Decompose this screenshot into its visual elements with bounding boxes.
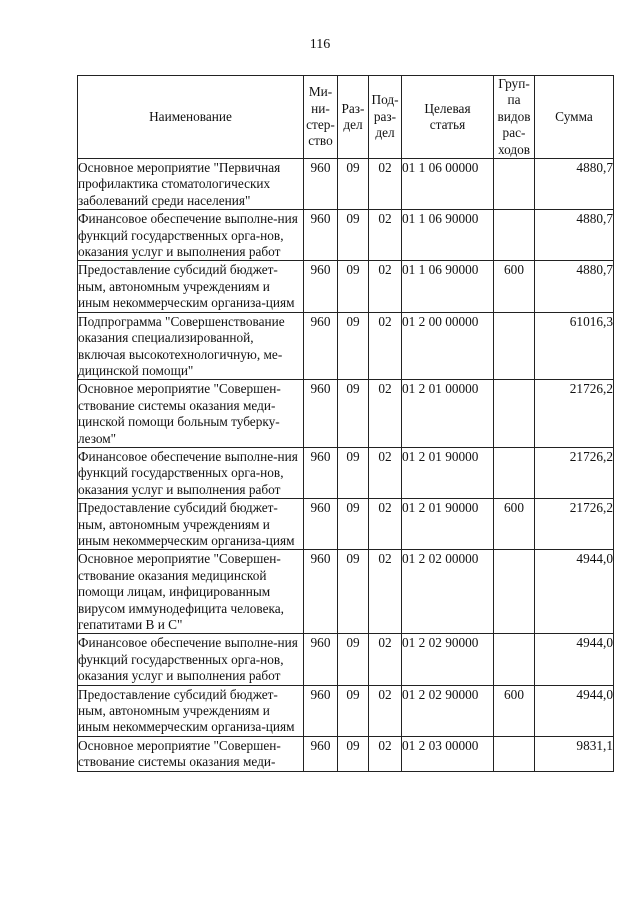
cell-group: 600 [494,685,535,736]
cell-sum: 21726,2 [535,499,614,550]
cell-name: Основное мероприятие "Совершен-ствование системы оказания меди- [78,736,304,771]
header-row [78,76,614,159]
cell-sum: 61016,3 [535,312,614,380]
cell-subsection: 02 [369,210,402,261]
cell-section: 09 [338,159,369,210]
cell-sum: 4944,0 [535,550,614,634]
table-body [78,159,614,772]
cell-name: Подпрограмма "Совершенствование оказания специализированной, включая высокотехнологичную, ме-дицинской помощи" [78,312,304,380]
header-name: Наименование [78,76,304,159]
cell-section: 09 [338,685,369,736]
cell-name: Предоставление субсидий бюджет-ным, автономным учреждениям и иным некоммерческим организа-циям [78,261,304,312]
cell-target: 01 2 01 90000 [402,499,494,550]
cell-target: 01 1 06 00000 [402,159,494,210]
header-ministry: Ми- ни- стер- ство [304,76,338,159]
table-row [78,312,614,380]
cell-sum: 21726,2 [535,447,614,498]
cell-sum: 4880,7 [535,210,614,261]
header-sum: Сумма [535,76,614,159]
cell-section: 09 [338,380,369,448]
cell-name: Основное мероприятие "Совершен-ствование системы оказания меди-цинской помощи больным туберку-лезом" [78,380,304,448]
table-row [78,261,614,312]
cell-sum: 4880,7 [535,159,614,210]
cell-ministry: 960 [304,312,338,380]
cell-ministry: 960 [304,685,338,736]
cell-name: Основное мероприятие "Первичная профилактика стоматологических заболеваний среди населения" [78,159,304,210]
cell-target: 01 2 01 00000 [402,380,494,448]
cell-target: 01 2 03 00000 [402,736,494,771]
cell-target: 01 2 00 00000 [402,312,494,380]
cell-sum: 4944,0 [535,634,614,685]
cell-subsection: 02 [369,550,402,634]
table-row [78,159,614,210]
table-row [78,736,614,771]
cell-ministry: 960 [304,447,338,498]
table-row [78,380,614,448]
cell-subsection: 02 [369,634,402,685]
header-group: Груп- па видов рас- ходов [494,76,535,159]
cell-ministry: 960 [304,210,338,261]
cell-ministry: 960 [304,380,338,448]
cell-subsection: 02 [369,312,402,380]
table-row [78,447,614,498]
cell-name: Финансовое обеспечение выполне-ния функций государственных орга-нов, оказания услуг и выполнения работ [78,210,304,261]
cell-subsection: 02 [369,447,402,498]
cell-ministry: 960 [304,159,338,210]
cell-subsection: 02 [369,499,402,550]
cell-target: 01 2 01 90000 [402,447,494,498]
header-target: Целевая статья [402,76,494,159]
cell-group [494,210,535,261]
cell-section: 09 [338,312,369,380]
cell-group: 600 [494,499,535,550]
cell-ministry: 960 [304,736,338,771]
cell-sum: 4880,7 [535,261,614,312]
cell-name: Основное мероприятие "Совершен-ствование оказания медицинской помощи лицам, инфицированным вирусом иммунодефицита человека, гепатитами В и С" [78,550,304,634]
cell-sum: 21726,2 [535,380,614,448]
cell-subsection: 02 [369,380,402,448]
cell-ministry: 960 [304,261,338,312]
cell-target: 01 1 06 90000 [402,261,494,312]
cell-name: Финансовое обеспечение выполне-ния функций государственных орга-нов, оказания услуг и выполнения работ [78,634,304,685]
cell-ministry: 960 [304,634,338,685]
cell-group [494,159,535,210]
cell-section: 09 [338,447,369,498]
cell-group [494,550,535,634]
cell-group [494,736,535,771]
cell-target: 01 2 02 90000 [402,634,494,685]
table-row [78,210,614,261]
cell-ministry: 960 [304,499,338,550]
cell-subsection: 02 [369,736,402,771]
cell-section: 09 [338,499,369,550]
cell-group [494,312,535,380]
cell-sum: 4944,0 [535,685,614,736]
table-row [78,634,614,685]
table-row [78,685,614,736]
cell-subsection: 02 [369,261,402,312]
header-subsection: Под- раз- дел [369,76,402,159]
budget-table [77,75,614,772]
cell-group [494,447,535,498]
cell-section: 09 [338,210,369,261]
cell-subsection: 02 [369,685,402,736]
table-row [78,550,614,634]
cell-section: 09 [338,736,369,771]
cell-section: 09 [338,261,369,312]
cell-name: Финансовое обеспечение выполне-ния функций государственных орга-нов, оказания услуг и выполнения работ [78,447,304,498]
cell-target: 01 1 06 90000 [402,210,494,261]
cell-group [494,634,535,685]
cell-section: 09 [338,634,369,685]
cell-name: Предоставление субсидий бюджет-ным, автономным учреждениям и иным некоммерческим организа-циям [78,499,304,550]
cell-target: 01 2 02 00000 [402,550,494,634]
page-number: 116 [309,37,331,52]
cell-section: 09 [338,550,369,634]
cell-sum: 9831,1 [535,736,614,771]
cell-target: 01 2 02 90000 [402,685,494,736]
cell-subsection: 02 [369,159,402,210]
cell-name: Предоставление субсидий бюджет-ным, автономным учреждениям и иным некоммерческим организа-циям [78,685,304,736]
cell-ministry: 960 [304,550,338,634]
cell-group [494,380,535,448]
table-row [78,499,614,550]
cell-group: 600 [494,261,535,312]
header-section: Раз- дел [338,76,369,159]
